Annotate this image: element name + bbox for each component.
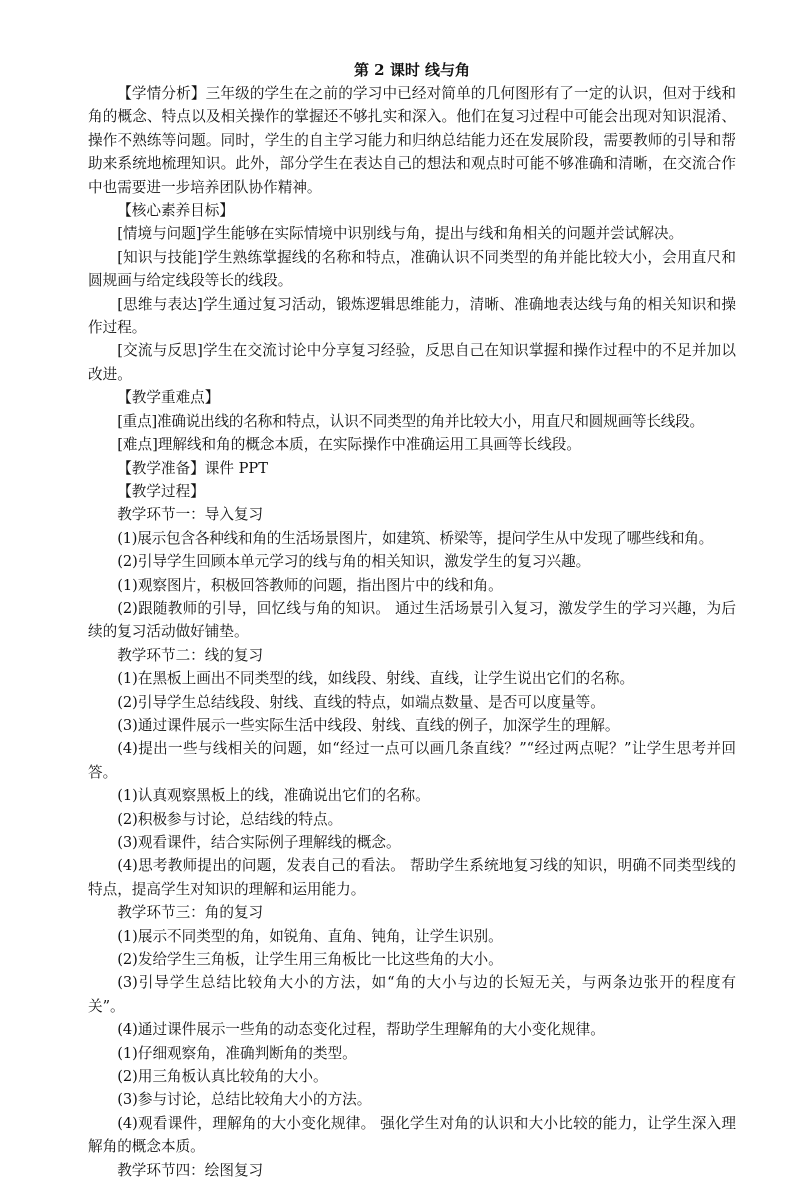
list-item: (3)通过课件展示一些实际生活中线段、射线、直线的例子，加深学生的理解。 [117,716,620,734]
list-item: (1)仔细观察角，准确判断角的类型。 [117,1044,357,1062]
list-item: (1)在黑板上画出不同类型的线，如线段、射线、直线，让学生说出它们的名称。 [117,670,635,688]
section-heading-lines: 教学环节二：线的复习 [117,646,264,664]
list-item: (1)展示包含各种线和角的生活场景图片，如建筑、桥梁等，提问学生从中发现了哪些线和角。 [117,529,714,547]
heading-core-goals: 【核心素养目标】 [117,202,234,220]
list-item: (3)引导学生总结比较角大小的方法，如“角的大小与边的长短无关，与两条边张开的程度有关”。 [88,974,736,1015]
list-item: (1)观察图片，积极回答教师的问题，指出图片中的线和角。 [117,576,503,594]
heading-process: 【教学过程】 [117,482,205,500]
paragraph-learning-analysis: 【学情分析】三年级的学生在之前的学习中已经对简单的几何图形有了一定的认识，但对于线和角的概念、特点以及相关操作的掌握还不够扎实和深入。他们在复习过程中可能会出现对知识混淆、操作不熟练等问题。同时，学生的自主学习能力和归纳总结能力还在发展阶段，需要教师的引导和帮助来系统地梳理知识。此外，部分学生在表达自己的想法和观点时可能不够准确和清晰，在交流合作中也需要进一步培养团队协作精神。 [88,85,736,196]
list-item: (2)跟随教师的引导，回忆线与角的知识。 通过生活场景引入复习，激发学生的学习兴趣，为后续的复习活动做好铺垫。 [88,599,736,641]
paragraph-key-point: [重点]准确说出线的名称和特点，认识不同类型的角并比较大小，用直尺和圆规画等长线段。 [117,412,704,430]
list-item: (4)提出一些与线相关的问题，如“经过一点可以画几条直线？”“经过两点呢？”让学生思考并回答。 [88,740,736,781]
list-item: (4)思考教师提出的问题，发表自己的看法。 帮助学生系统地复习线的知识，明确不同类型线的特点，提高学生对知识的理解和运用能力。 [88,857,736,898]
paragraph-goal-thinking: [思维与表达]学生通过复习活动，锻炼逻辑思维能力，清晰、准确地表达线与角的相关知识和操作过程。 [88,295,736,337]
list-item: (2)积极参与讨论，总结线的特点。 [117,810,343,828]
paragraph-goal-reflection: [交流与反思]学生在交流讨论中分享复习经验，反思自己在知识掌握和操作过程中的不足并加以改进。 [88,342,736,383]
list-item: (1)认真观察黑板上的线，准确说出它们的名称。 [117,787,430,805]
list-item: (1)展示不同类型的角，如锐角、直角、钝角，让学生识别。 [117,927,503,945]
list-item: (2)引导学生总结线段、射线、直线的特点，如端点数量、是否可以度量等。 [117,693,605,711]
paragraph-goal-situation: [情境与问题]学生能够在实际情境中识别线与角，提出与线和角相关的问题并尝试解决。 [117,225,684,243]
paragraph-difficult-point: [难点]理解线和角的概念本质，在实际操作中准确运用工具画等长线段。 [117,436,581,454]
section-heading-drawing: 教学环节四：绘图复习 [117,1161,264,1179]
section-heading-intro: 教学环节一：导入复习 [117,506,264,524]
list-item: (2)发给学生三角板，让学生用三角板比一比这些角的大小。 [117,951,503,969]
document-page [88,58,736,1182]
paragraph-goal-knowledge: [知识与技能]学生熟练掌握线的名称和特点，准确认识不同类型的角并能比较大小，会用直尺和圆规画与给定线段等长的线段。 [88,248,736,290]
list-item: (4)通过课件展示一些角的动态变化过程，帮助学生理解角的大小变化规律。 [117,1021,605,1039]
heading-key-points: 【教学重难点】 [117,389,220,407]
section-heading-angles: 教学环节三：角的复习 [117,904,264,922]
list-item: (2)用三角板认真比较角的大小。 [117,1068,328,1086]
heading-preparation: 【教学准备】课件 PPT [117,459,268,477]
list-item: (3)观看课件，结合实际例子理解线的概念。 [117,834,401,851]
list-item: (3)参与讨论，总结比较角大小的方法。 [117,1091,372,1109]
list-item: (4)观看课件，理解角的大小变化规律。 强化学生对角的认识和大小比较的能力，让学生深入理解角的概念本质。 [88,1114,736,1156]
list-item: (2)引导学生回顾本单元学习的线与角的相关知识，激发学生的复习兴趣。 [117,553,591,571]
lesson-title: 第 2 课时 线与角 [353,61,471,79]
